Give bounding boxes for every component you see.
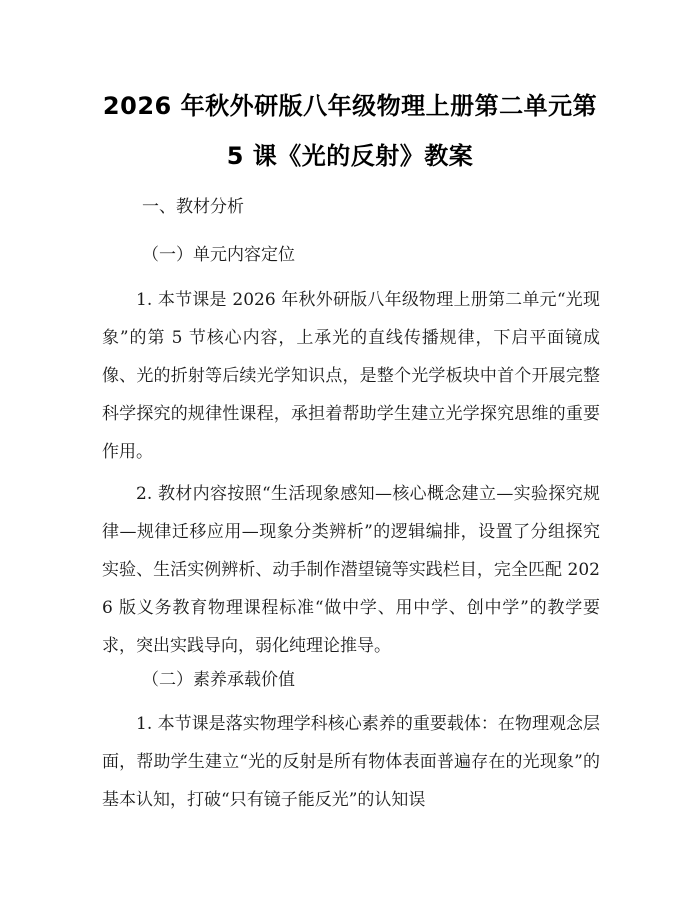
document-title-line-2: 5 课《光的反射》教案 xyxy=(226,142,474,170)
document-title-line-1: 2026 年秋外研版八年级物理上册第二单元第 xyxy=(102,92,598,120)
subsection-heading-literacy-value: （二）素养承载价值 xyxy=(142,670,295,690)
subsection-heading-unit-positioning: （一）单元内容定位 xyxy=(142,245,295,265)
section-heading-textbook-analysis: 一、教材分析 xyxy=(142,197,244,217)
paragraph-2: 2. 教材内容按照“生活现象感知—核心概念建立—实验探究规律—规律迁移应用—现象分类辨析”的逻辑编排，设置了分组探究实验、生活实例辨析、动手制作潜望镜等实践栏目，完全匹配 2026 版义务教育物理课程标准“做中学、用中学、创中学”的教学要求，突出实践导向，弱化纯理论推导。 xyxy=(102,484,600,656)
paragraph-1: 1. 本节课是 2026 年秋外研版八年级物理上册第二单元“光现象”的第 5 节核心内容，上承光的直线传播规律，下启平面镜成像、光的折射等后续光学知识点，是整个光学板块中首个开展完整科学探究的规律性课程，承担着帮助学生建立光学探究思维的重要作用。 xyxy=(102,290,600,462)
paragraph-3: 1. 本节课是落实物理学科核心素养的重要载体：在物理观念层面，帮助学生建立“光的反射是所有物体表面普遍存在的光现象”的基本认知，打破“只有镜子能反光”的认知误 xyxy=(102,714,600,810)
